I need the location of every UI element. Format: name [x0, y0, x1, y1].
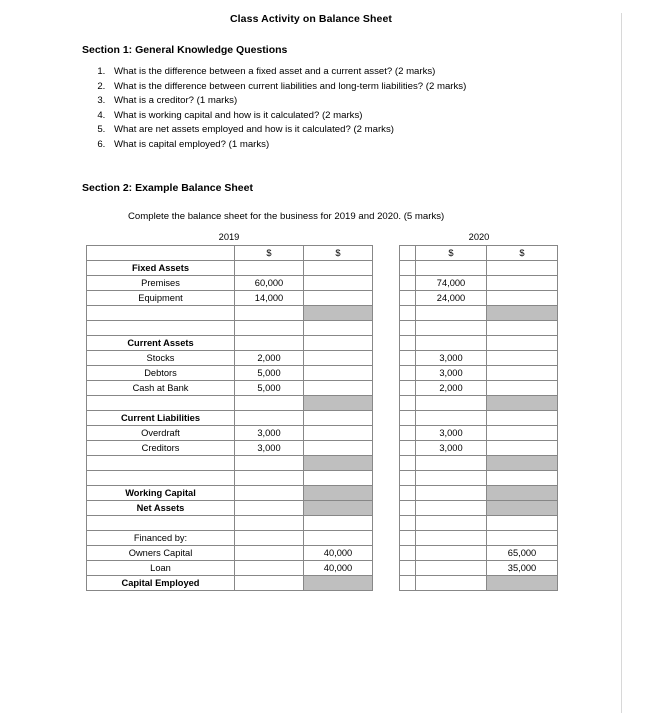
cell-2019-col1[interactable]: 2,000 [235, 350, 304, 365]
table-row [400, 440, 558, 455]
cell-2020-col1[interactable]: $ [416, 245, 487, 260]
row-spacer-cell [400, 575, 416, 590]
page-title: Class Activity on Balance Sheet [229, 13, 393, 25]
cell-2019-col2[interactable] [304, 575, 373, 590]
row-label [87, 395, 235, 410]
page-edge [621, 13, 640, 713]
table-row [87, 575, 373, 590]
list-item: 6. What is capital employed? (1 marks) [108, 138, 622, 153]
cell-2020-col2[interactable] [487, 335, 558, 350]
table-row [87, 530, 373, 545]
cell-2020-col1[interactable] [416, 410, 487, 425]
table-row [87, 275, 373, 290]
table-row [400, 395, 558, 410]
row-label: Debtors [87, 365, 235, 380]
row-label: Current Assets [87, 335, 235, 350]
table-row [87, 515, 373, 530]
cell-2019-col2[interactable] [304, 275, 373, 290]
table-row [400, 515, 558, 530]
cell-2020-col1[interactable] [416, 575, 487, 590]
row-label [87, 245, 235, 260]
cell-2020-col2[interactable] [487, 425, 558, 440]
table-row [87, 245, 373, 260]
row-spacer-cell [400, 485, 416, 500]
row-spacer-cell [400, 260, 416, 275]
cell-2019-col1[interactable] [235, 500, 304, 515]
cell-2020-col2[interactable]: 65,000 [487, 545, 558, 560]
row-label: Loan [87, 560, 235, 575]
row-label: Premises [87, 275, 235, 290]
table-row [400, 530, 558, 545]
cell-2019-col2[interactable] [304, 350, 373, 365]
year-labels-row [86, 232, 558, 242]
table-row [400, 380, 558, 395]
cell-2019-col2[interactable] [304, 470, 373, 485]
table-row [400, 320, 558, 335]
row-spacer-cell [400, 245, 416, 260]
cell-2020-col1[interactable] [416, 485, 487, 500]
cell-2019-col2[interactable] [304, 425, 373, 440]
row-spacer-cell [400, 320, 416, 335]
cell-2019-col1[interactable] [235, 320, 304, 335]
row-spacer-cell [400, 560, 416, 575]
row-label: Owners Capital [87, 545, 235, 560]
table-spacer [373, 245, 399, 591]
cell-2019-col1[interactable] [235, 485, 304, 500]
cell-2019-col1[interactable]: 60,000 [235, 275, 304, 290]
cell-2020-col1[interactable]: 24,000 [416, 290, 487, 305]
table-row [400, 485, 558, 500]
table-row [87, 500, 373, 515]
cell-2020-col2[interactable] [487, 410, 558, 425]
table-row [87, 305, 373, 320]
cell-2019-col1[interactable]: 14,000 [235, 290, 304, 305]
row-spacer-cell [400, 380, 416, 395]
cell-2020-col1[interactable] [416, 470, 487, 485]
row-spacer-cell [400, 470, 416, 485]
list-item: 1. What is the difference between a fixed asset and a current asset? (2 marks) [108, 65, 622, 80]
cell-2019-col1[interactable]: 3,000 [235, 440, 304, 455]
cell-2020-col1[interactable]: 74,000 [416, 275, 487, 290]
row-spacer-cell [400, 365, 416, 380]
table-row [87, 410, 373, 425]
instruction-text: Complete the balance sheet for the business for 2019 and 2020. (5 marks) [128, 210, 445, 222]
cell-2020-col1[interactable] [416, 335, 487, 350]
row-spacer-cell [400, 290, 416, 305]
table-row [87, 440, 373, 455]
row-label: Fixed Assets [87, 260, 235, 275]
table-row [400, 365, 558, 380]
cell-2020-col1[interactable] [416, 395, 487, 410]
row-spacer-cell [400, 335, 416, 350]
table-row [87, 485, 373, 500]
cell-2019-col2[interactable] [304, 335, 373, 350]
cell-2019-col1[interactable]: $ [235, 245, 304, 260]
cell-2019-col1[interactable]: 5,000 [235, 365, 304, 380]
row-label [87, 305, 235, 320]
cell-2020-col1[interactable]: 3,000 [416, 350, 487, 365]
table-row [400, 545, 558, 560]
year-gap [372, 232, 400, 242]
cell-2020-col2[interactable] [487, 485, 558, 500]
table-row [400, 470, 558, 485]
table-row [87, 320, 373, 335]
cell-2020-col2[interactable] [487, 455, 558, 470]
cell-2019-col2[interactable] [304, 440, 373, 455]
cell-2019-col2[interactable] [304, 320, 373, 335]
year-label-left: 2019 [218, 231, 240, 242]
cell-2019-col1[interactable] [235, 305, 304, 320]
cell-2020-col2[interactable] [487, 365, 558, 380]
list-item: 3. What is a creditor? (1 marks) [108, 94, 622, 109]
cell-2019-col2[interactable] [304, 305, 373, 320]
table-row [400, 455, 558, 470]
cell-2019-col2[interactable] [304, 485, 373, 500]
table-row [400, 410, 558, 425]
cell-2019-col2[interactable] [304, 455, 373, 470]
cell-2020-col2[interactable] [487, 350, 558, 365]
cell-2019-col1[interactable] [235, 545, 304, 560]
row-spacer-cell [400, 395, 416, 410]
table-row [87, 470, 373, 485]
row-spacer-cell [400, 440, 416, 455]
cell-2019-col2[interactable] [304, 410, 373, 425]
cell-2020-col2[interactable] [487, 575, 558, 590]
cell-2020-col2[interactable] [487, 260, 558, 275]
table-row [87, 365, 373, 380]
table-row [87, 290, 373, 305]
cell-2020-col1[interactable] [416, 500, 487, 515]
list-item: 5. What are net assets employed and how is it calculated? (2 marks) [108, 123, 622, 138]
row-label: Net Assets [87, 500, 235, 515]
table-row [87, 395, 373, 410]
table-row [400, 500, 558, 515]
table-row [400, 305, 558, 320]
table-row [400, 425, 558, 440]
cell-2019-col1[interactable]: 5,000 [235, 380, 304, 395]
cell-2020-col1[interactable] [416, 530, 487, 545]
cell-2019-col1[interactable] [235, 530, 304, 545]
cell-2019-col2[interactable] [304, 515, 373, 530]
cell-2019-col2[interactable] [304, 260, 373, 275]
table-row [400, 335, 558, 350]
cell-2020-col1[interactable]: 3,000 [416, 440, 487, 455]
row-spacer-cell [400, 545, 416, 560]
row-spacer-cell [400, 425, 416, 440]
balance-sheet-2020 [399, 245, 558, 591]
table-row [87, 260, 373, 275]
cell-2020-col1[interactable] [416, 545, 487, 560]
table-row [87, 455, 373, 470]
cell-2020-col2[interactable] [487, 290, 558, 305]
row-label: Capital Employed [87, 575, 235, 590]
table-row [400, 275, 558, 290]
cell-2019-col1[interactable] [235, 470, 304, 485]
cell-2019-col2[interactable] [304, 365, 373, 380]
cell-2019-col1[interactable]: 3,000 [235, 425, 304, 440]
cell-2019-col2[interactable] [304, 395, 373, 410]
cell-2020-col2[interactable]: $ [487, 245, 558, 260]
cell-2020-col1[interactable]: 2,000 [416, 380, 487, 395]
cell-2019-col2[interactable]: 40,000 [304, 545, 373, 560]
cell-2020-col1[interactable] [416, 560, 487, 575]
cell-2020-col2[interactable] [487, 380, 558, 395]
table-row [400, 560, 558, 575]
row-spacer-cell [400, 455, 416, 470]
row-label: Working Capital [87, 485, 235, 500]
year-label-right: 2020 [468, 231, 490, 242]
cell-2020-col2[interactable] [487, 530, 558, 545]
row-label: Overdraft [87, 425, 235, 440]
cell-2020-col2[interactable] [487, 305, 558, 320]
row-label: Creditors [87, 440, 235, 455]
row-spacer-cell [400, 350, 416, 365]
cell-2020-col2[interactable] [487, 320, 558, 335]
cell-2020-col2[interactable] [487, 275, 558, 290]
cell-2020-col1[interactable] [416, 260, 487, 275]
row-label: Stocks [87, 350, 235, 365]
balance-sheet-tables [86, 232, 558, 591]
row-label [87, 455, 235, 470]
balance-sheet-2019 [86, 245, 373, 591]
cell-2020-col1[interactable] [416, 305, 487, 320]
row-label: Cash at Bank [87, 380, 235, 395]
cell-2020-col1[interactable]: 3,000 [416, 425, 487, 440]
cell-2020-col2[interactable] [487, 440, 558, 455]
row-label: Current Liabilities [87, 410, 235, 425]
cell-2020-col2[interactable]: 35,000 [487, 560, 558, 575]
cell-2020-col1[interactable] [416, 515, 487, 530]
table-row [400, 575, 558, 590]
cell-2020-col2[interactable] [487, 395, 558, 410]
table-row [400, 290, 558, 305]
section-1-heading: Section 1: General Knowledge Questions [82, 44, 288, 56]
cell-2019-col1[interactable] [235, 335, 304, 350]
table-row [87, 380, 373, 395]
question-list [0, 65, 622, 153]
table-row [87, 350, 373, 365]
cell-2019-col2[interactable] [304, 290, 373, 305]
cell-2019-col2[interactable] [304, 380, 373, 395]
cell-2020-col1[interactable] [416, 455, 487, 470]
cell-2019-col1[interactable] [235, 260, 304, 275]
cell-2020-col1[interactable]: 3,000 [416, 365, 487, 380]
row-spacer-cell [400, 275, 416, 290]
table-row [400, 260, 558, 275]
table-row [87, 545, 373, 560]
cell-2020-col1[interactable] [416, 320, 487, 335]
document-page [0, 13, 640, 713]
row-spacer-cell [400, 410, 416, 425]
cell-2019-col1[interactable] [235, 515, 304, 530]
tables-grid [86, 245, 558, 591]
row-spacer-cell [400, 305, 416, 320]
row-label: Financed by: [87, 530, 235, 545]
table-row [87, 560, 373, 575]
cell-2019-col1[interactable] [235, 395, 304, 410]
row-spacer-cell [400, 515, 416, 530]
cell-2019-col2[interactable]: $ [304, 245, 373, 260]
cell-2020-col2[interactable] [487, 515, 558, 530]
cell-2019-col1[interactable] [235, 560, 304, 575]
row-label [87, 515, 235, 530]
row-label: Equipment [87, 290, 235, 305]
row-label [87, 320, 235, 335]
section-2-heading: Section 2: Example Balance Sheet [82, 181, 253, 194]
cell-2019-col1[interactable] [235, 410, 304, 425]
table-row [87, 425, 373, 440]
list-item: 2. What is the difference between current liabilities and long-term liabilities? (2 marks) [108, 80, 622, 95]
row-spacer-cell [400, 500, 416, 515]
list-item: 4. What is working capital and how is it calculated? (2 marks) [108, 109, 622, 124]
cell-2019-col2[interactable] [304, 500, 373, 515]
cell-2019-col1[interactable] [235, 575, 304, 590]
table-row [400, 350, 558, 365]
table-row [400, 245, 558, 260]
table-row [87, 335, 373, 350]
row-label [87, 470, 235, 485]
row-spacer-cell [400, 530, 416, 545]
cell-2019-col2[interactable]: 40,000 [304, 560, 373, 575]
cell-2019-col1[interactable] [235, 455, 304, 470]
cell-2020-col2[interactable] [487, 470, 558, 485]
cell-2019-col2[interactable] [304, 530, 373, 545]
cell-2020-col2[interactable] [487, 500, 558, 515]
